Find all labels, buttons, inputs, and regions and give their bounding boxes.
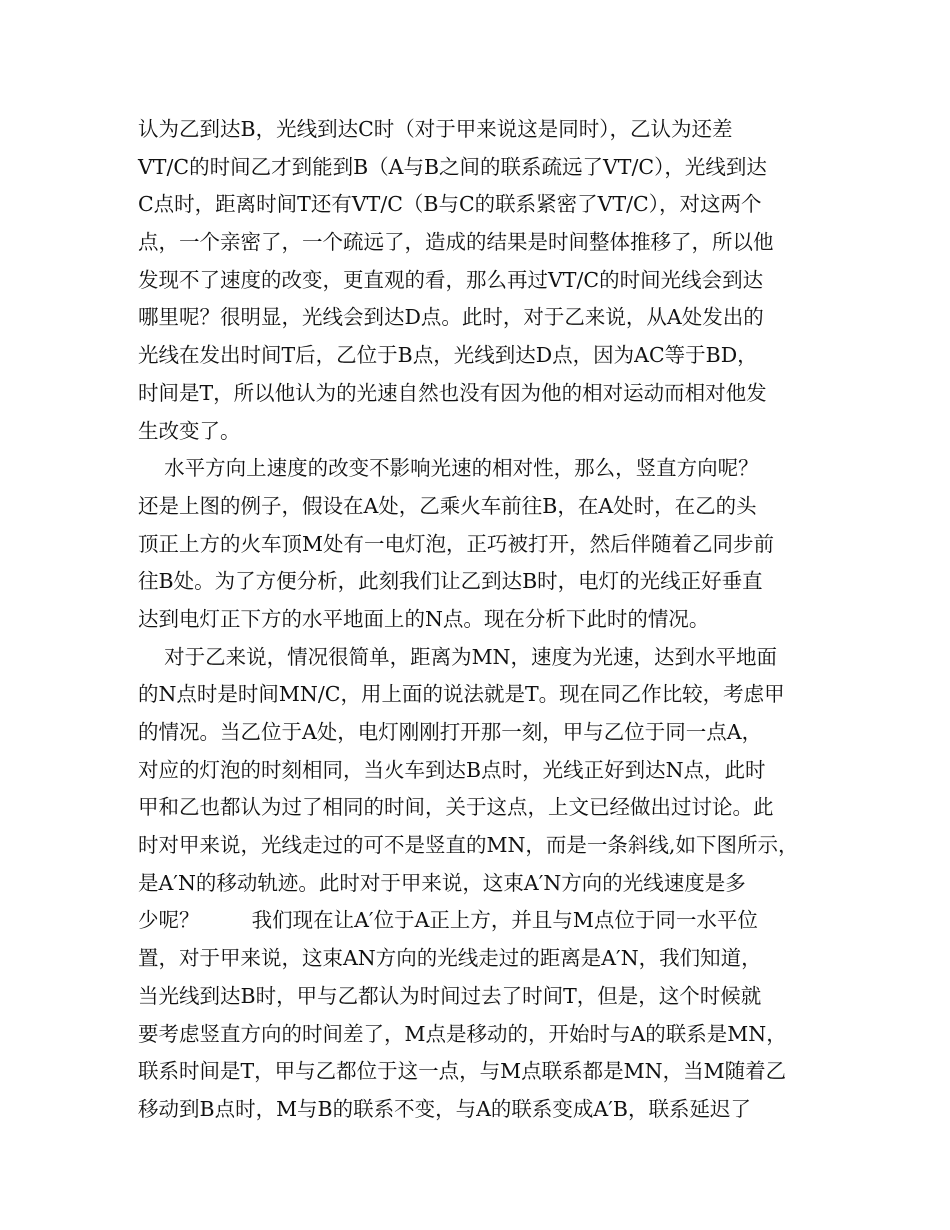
text-line: 生改变了。 — [138, 418, 241, 443]
text-line: 的N点时是时间MN/C，用上面的说法就是T。现在同乙作比较，考虑甲 — [138, 682, 785, 707]
paragraph-start-line: 水平方向上速度的改变不影响光速的相对性，那么，竖直方向呢？ — [138, 456, 759, 481]
text-line: 时对甲来说，光线走过的可不是竖直的MN，而是一条斜线,如下图所示， — [138, 833, 799, 858]
text-line: 点，一个亲密了，一个疏远了，造成的结果是时间整体推移了，所以他 — [138, 230, 774, 255]
text-line: 光线在发出时间T后，乙位于B点，光线到达D点，因为AC等于BD， — [138, 343, 758, 368]
text-line: 发现不了速度的改变，更直观的看，那么再过VT/C的时间光线会到达 — [138, 267, 764, 292]
text-line: C点时，距离时间T还有VT/C（B与C的联系紧密了VT/C），对这两个 — [138, 192, 762, 217]
text-line: 的情况。当乙位于A处，电灯刚刚打开那一刻，甲与乙位于同一点A， — [138, 720, 763, 744]
text-line: 联系时间是T，甲与乙都位于这一点，与M点联系都是MN，当M随着乙 — [138, 1059, 787, 1084]
text-line: VT/C的时间乙才到能到B（A与B之间的联系疏远了VT/C），光线到达 — [138, 154, 767, 179]
text-line: 哪里呢？很明显，光线会到达D点。此时，对于乙来说，从A处发出的 — [138, 305, 764, 330]
text-line: 置，对于甲来说，这束AN方向的光线走过的距离是A′N，我们知道， — [138, 946, 762, 971]
text-line: 往B处。为了方便分析，此刻我们让乙到达B时，电灯的光线正好垂直 — [138, 569, 763, 594]
text-line: 移动到B点时，M与B的联系不变，与A的联系变成A′B，联系延迟了 — [138, 1096, 751, 1121]
text-line: 还是上图的例子，假设在A处，乙乘火车前往B，在A处时，在乙的头 — [138, 493, 757, 518]
text-line: 认为乙到达B，光线到达C时（对于甲来说这是同时），乙认为还差 — [138, 117, 733, 141]
text-line: 少呢？ 我们现在让A′位于A正上方，并且与M点位于同一水平位 — [138, 908, 758, 933]
body-text — [138, 111, 828, 1129]
text-line: 对应的灯泡的时刻相同，当火车到达B点时，光线正好到达N点，此时 — [138, 757, 766, 782]
text-line: 达到电灯正下方的水平地面上的N点。现在分析下此时的情况。 — [138, 606, 710, 631]
text-line: 时间是T，所以他认为的光速自然也没有因为他的相对运动而相对他发 — [138, 380, 767, 405]
paragraph-start-line: 对于乙来说，情况很简单，距离为MN，速度为光速，达到水平地面 — [138, 644, 777, 669]
text-line: 要考虑竖直方向的时间差了，M点是移动的，开始时与A的联系是MN， — [138, 1021, 787, 1046]
text-line: 顶正上方的火车顶M处有一电灯泡，正巧被打开，然后伴随着乙同步前 — [138, 531, 774, 556]
text-line: 当光线到达B时，甲与乙都认为时间过去了时间T，但是，这个时候就 — [138, 983, 762, 1008]
text-line: 甲和乙也都认为过了相同的时间，关于这点，上文已经做出过讨论。此 — [138, 795, 774, 820]
text-line: 是A′N的移动轨迹。此时对于甲来说，这束A′N方向的光线速度是多 — [138, 870, 746, 895]
